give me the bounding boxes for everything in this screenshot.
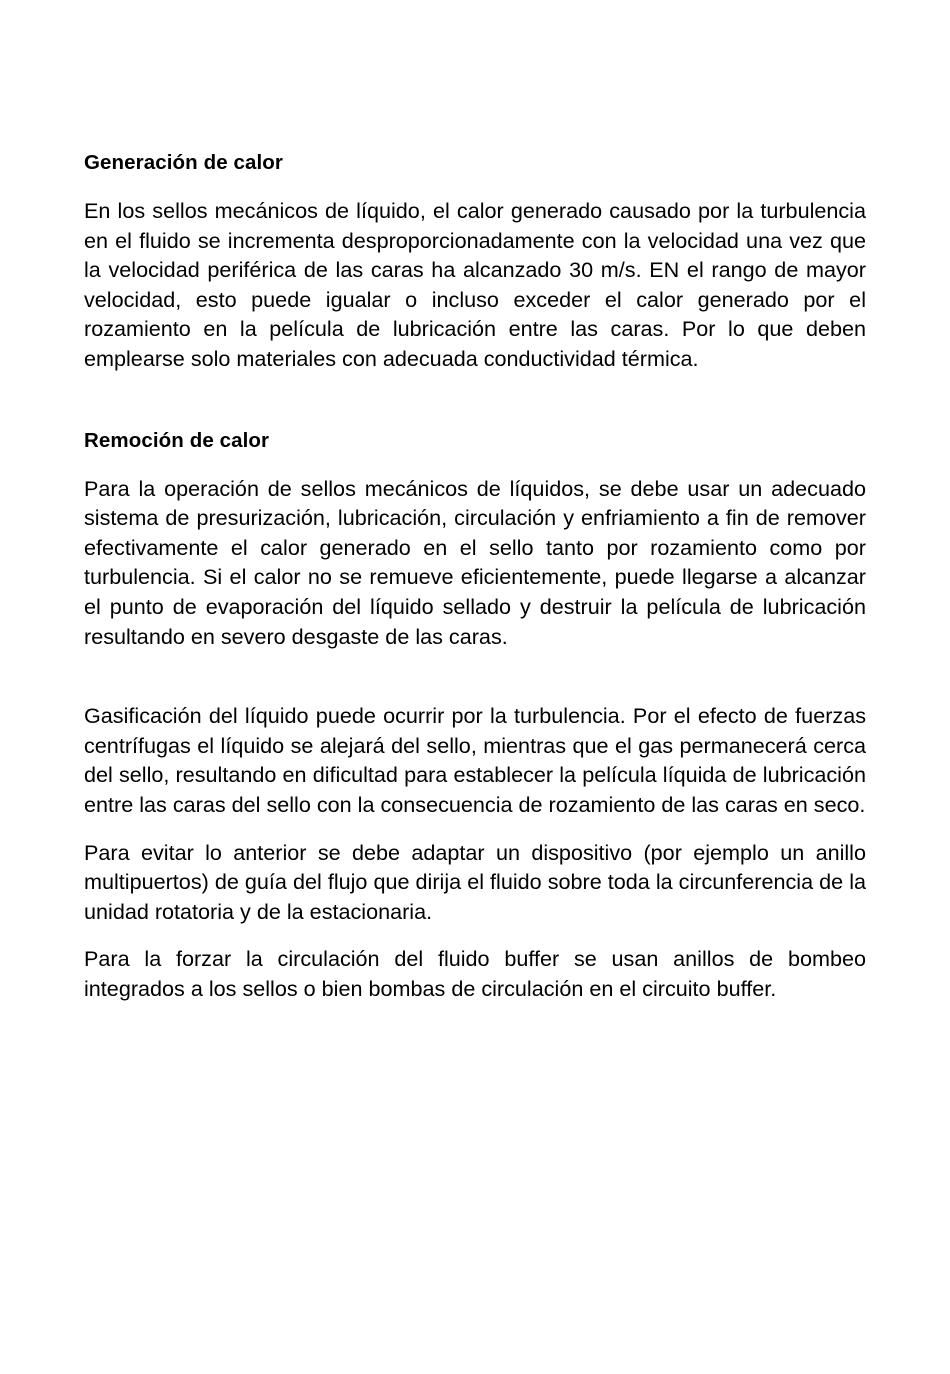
paragraph-gasificacion: Gasificación del líquido puede ocurrir por la turbulencia. Por el efecto de fuerzas centrífugas el líquido se alejará del sello, mientras que el gas permanecerá cerca del sello, resultando en dificultad para establecer la película líquida de lubricación entre las caras del sello con la consecuencia de rozamiento de las caras en seco. xyxy=(84,703,866,817)
spacer xyxy=(84,651,866,701)
paragraph-dispositivo-guia-flujo: Para evitar lo anterior se debe adaptar un dispositivo (por ejemplo un anillo multipuertos) de guía del flujo que dirija el fluido sobre toda la circunferencia de la unidad rotatoria y de la estacionaria. xyxy=(84,839,866,924)
document-text-column xyxy=(84,148,866,1003)
heading-generacion-de-calor: Generación de calor xyxy=(84,151,284,174)
heading-remocion-de-calor: Remoción de calor xyxy=(84,428,270,452)
paragraph-remocion-de-calor: Para la operación de sellos mecánicos de líquidos, se debe usar un adecuado sistema de presurización, lubricación, circulación y enfriamiento a fin de remover efectivamente el calor generado en el sello tanto por rozamiento como por turbulencia. Si el calor no se remueve eficientemente, puede llegarse a alcanzar el punto de evaporación del líquido sellado y destruir la película de lubricación resultando en severo desgaste de las caras. xyxy=(84,475,866,649)
spacer xyxy=(84,820,866,838)
paragraph-circulacion-fluido-buffer: Para la forzar la circulación del fluido buffer se usan anillos de bombeo integrados a los sellos o bien bombas de circulación en el circuito buffer. xyxy=(84,946,866,1001)
spacer xyxy=(84,455,866,474)
paragraph-generacion-de-calor: En los sellos mecánicos de líquido, el calor generado causado por la turbulencia en el fluido se incrementa desproporcionadamente con la velocidad una vez que la velocidad periférica de las caras ha alcanzado 30 m/s. EN el rango de mayor velocidad, esto puede igualar o incluso exceder el calor generado por el rozamiento en la película de lubricación entre las caras. Por lo que deben emplearse solo materiales con adecuada conductividad térmica. xyxy=(84,198,866,371)
spacer xyxy=(84,177,866,196)
spacer xyxy=(84,926,866,944)
spacer xyxy=(84,374,866,426)
